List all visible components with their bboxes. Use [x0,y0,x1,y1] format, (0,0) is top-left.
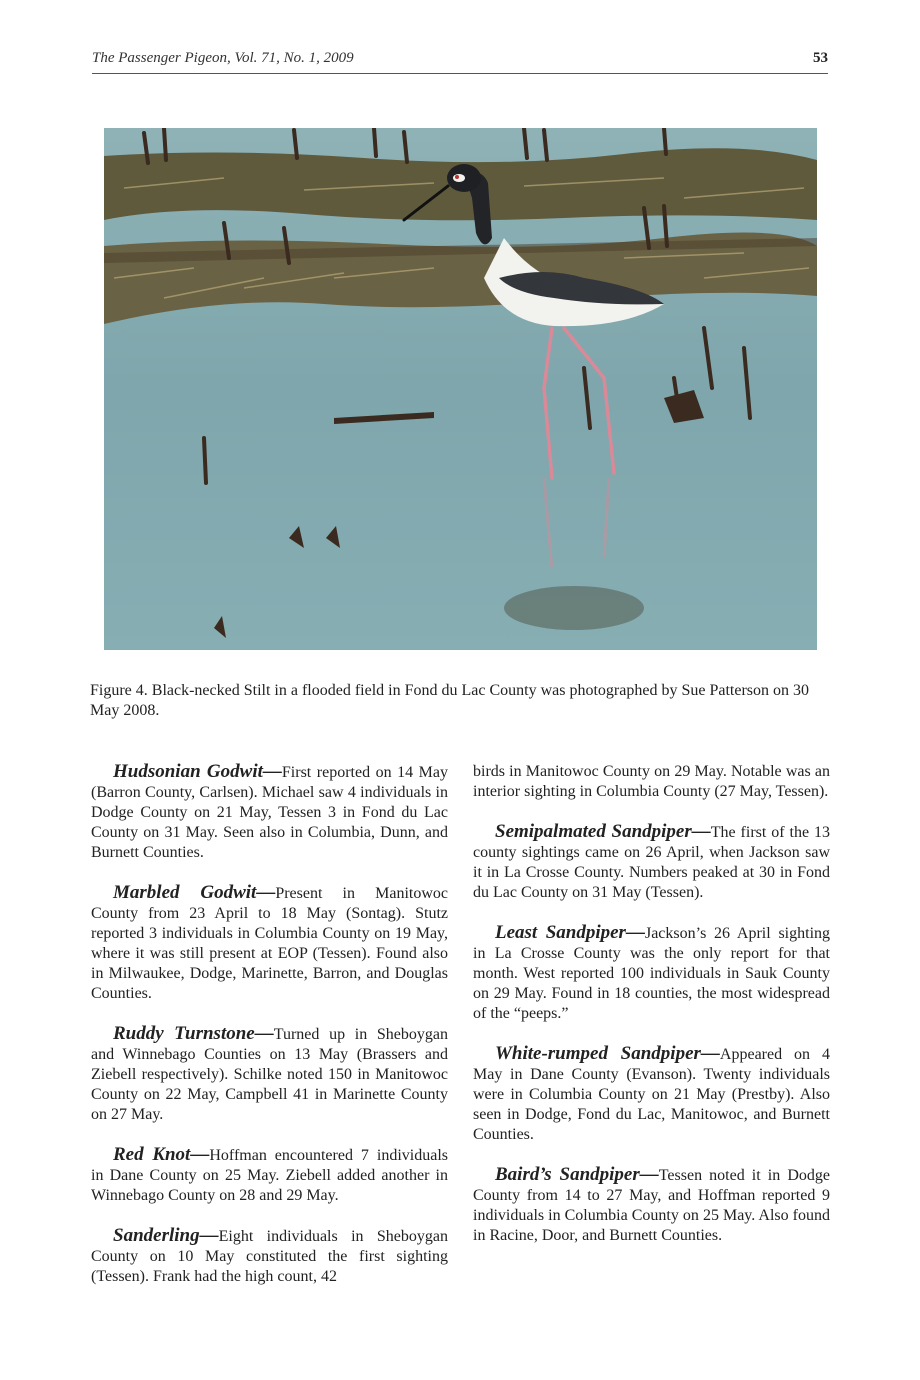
species-entry [91,1226,448,1287]
header-rule [92,73,828,74]
species-name: White-rumped Sandpiper— [495,1043,720,1064]
species-entry [473,1165,830,1246]
running-head: The Passenger Pigeon, Vol. 71, No. 1, 2009 [92,50,354,66]
species-name: Sanderling— [113,1225,219,1246]
species-name: Semipalmated Sandpiper— [495,821,711,842]
entry-text: Jackson’s 26 April sighting in La Crosse County was the only report for that month. West reported 100 individuals in Sauk County on 29 May. Found in 18 counties, the most widespread of the “peeps.” [473,925,831,1022]
species-entry [473,923,830,1024]
species-entry [473,1044,830,1145]
species-name: Red Knot— [113,1144,210,1165]
page-number: 53 [813,50,828,66]
species-name: Baird’s Sandpiper— [495,1164,659,1185]
entry-text: The first of the 13 county sightings came on 26 April, when Jackson saw it in La Crosse County. Numbers peaked at 30 in Fond du Lac County on 31 May (Tessen). [473,824,830,901]
entry-text: Appeared on 4 May in Dane County (Evanson). Twenty individuals were in Columbia County on 21 May (Prestby). Also seen in Dodge, Fond du Lac, Manitowoc, and Burnett Counties. [473,1046,830,1143]
figure-caption: Figure 4. Black-necked Stilt in a flooded field in Fond du Lac County was photographed by Sue Patterson on 30 May 2008. [90,682,809,719]
species-name: Least Sandpiper— [495,922,645,943]
species-name: Ruddy Turnstone— [113,1023,274,1044]
entry-text: First reported on 14 May (Barron County, Carlsen). Michael saw 4 individuals in Dodge County on 21 May, Tessen 3 in Fond du Lac County on 31 May. Seen also in Columbia, Dunn, and Burnett Counties. [91,764,448,861]
left-column [91,762,448,1307]
right-column [473,762,830,1266]
entry-text: Hoffman encountered 7 individuals in Dane County on 25 May. Ziebell added another in Winnebago County on 28 and 29 May. [91,1147,448,1204]
entry-text: Eight individuals in Sheboygan County on 10 May constituted the first sighting (Tessen). Frank had the high count, 42 [91,1228,448,1285]
stilt-photo-illustration [104,128,817,650]
species-entry [91,1024,448,1125]
figure-photo [104,128,817,650]
entry-text: Tessen noted it in Dodge County from 14 to 27 May, and Hoffman reported 9 individuals in Columbia County on 25 May. Also found in Racine, Door, and Burnett Counties. [473,1167,830,1244]
species-entry [473,822,830,903]
species-entry [91,1145,448,1206]
entry-text: Present in Manitowoc County from 23 April to 18 May (Sontag). Stutz reported 3 individuals in Columbia County on 19 May, where it was still present at EOP (Tessen). Found also in Milwaukee, Dodge, Marinette, Barron, and Douglas Counties. [91,885,448,1002]
species-name: Hudsonian Godwit— [113,761,282,782]
continued-text: birds in Manitowoc County on 29 May. Notable was an interior sighting in Columbia County (27 May, Tessen). [473,763,830,800]
species-entry [91,762,448,863]
species-name: Marbled Godwit— [113,882,276,903]
species-entry [91,883,448,1004]
entry-text: Turned up in Sheboygan and Winnebago Counties on 13 May (Brassers and Ziebell respectively). Schilke noted 150 in Manitowoc County on 22 May, Campbell 41 in Marinette County on 27 May. [91,1026,449,1123]
